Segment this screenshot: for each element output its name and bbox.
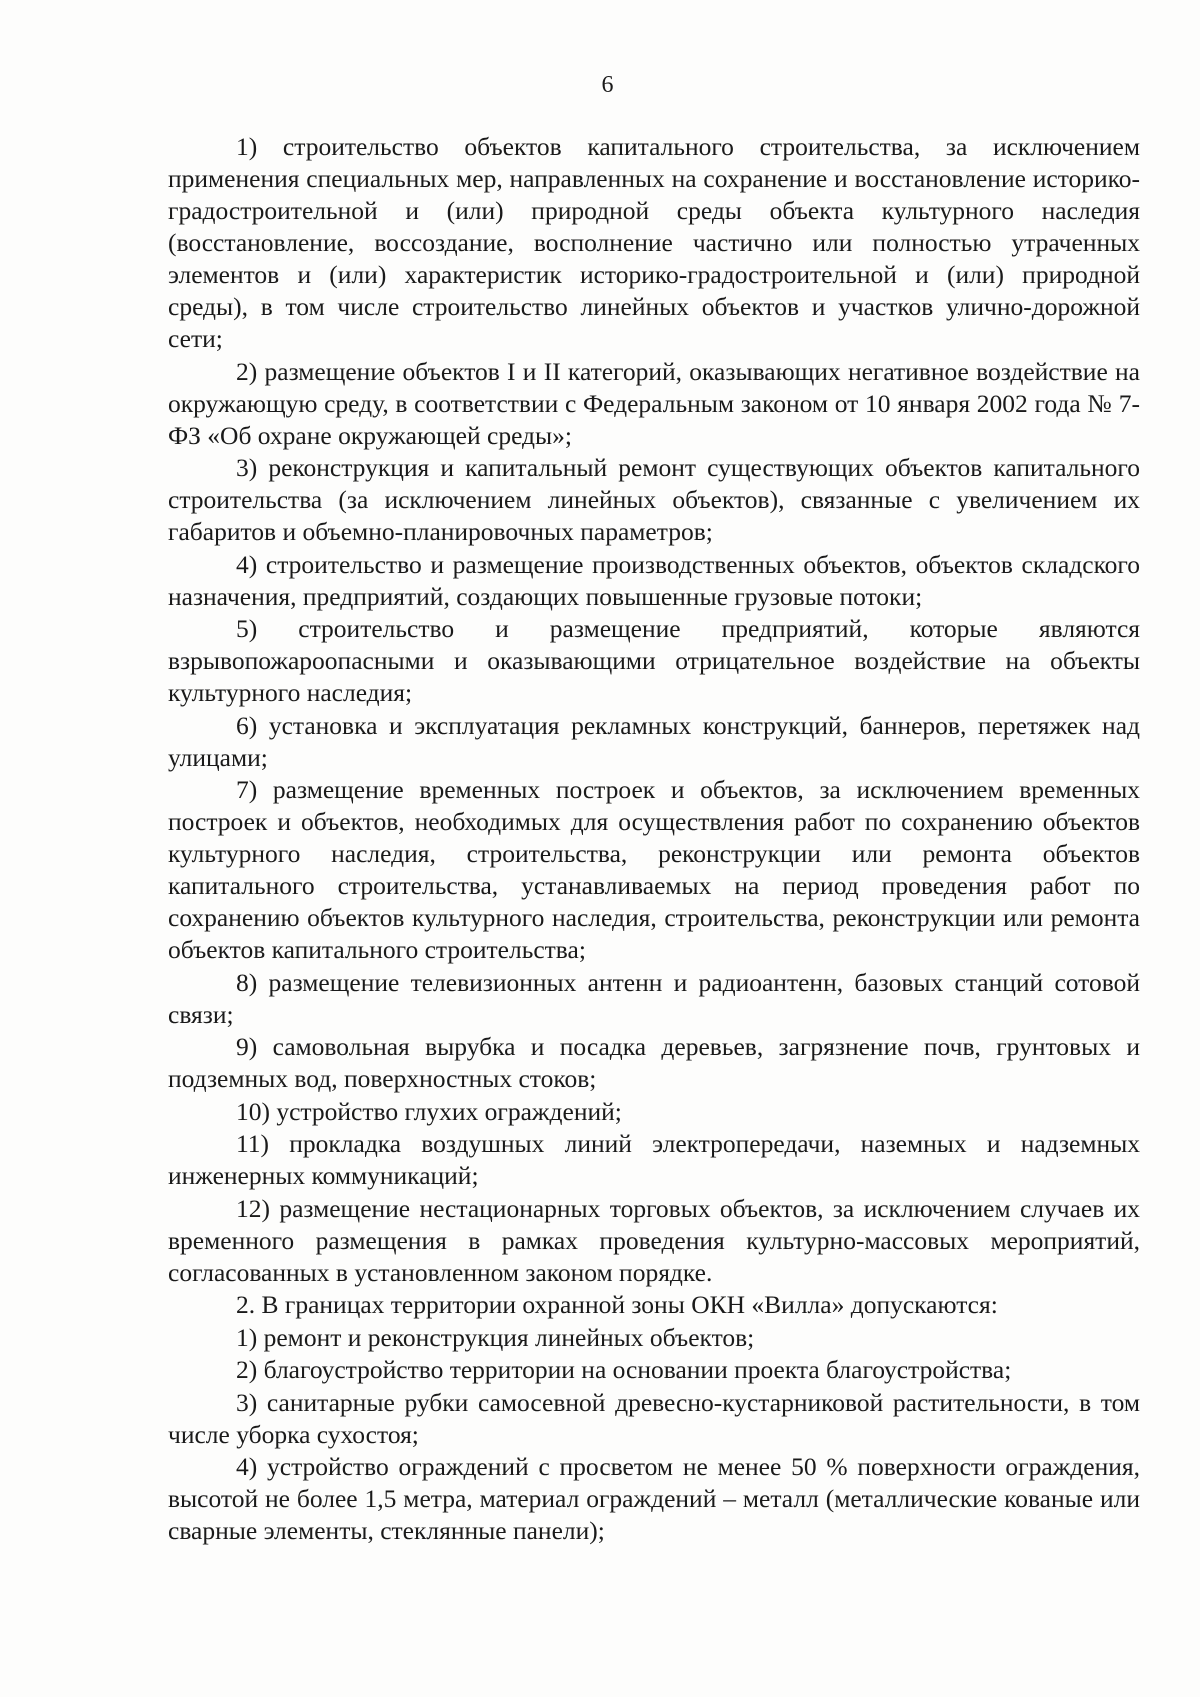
list-item: 3) реконструкция и капитальный ремонт существующих объектов капитального строительства (за исключением линейных объектов), связанные с увеличением их габаритов и объемно-планировочных параметров; [168, 453, 1140, 546]
document-body [168, 131, 1140, 1548]
list-item: 4) строительство и размещение производственных объектов, объектов складского назначения, предприятий, создающих повышенные грузовые потоки; [168, 549, 1140, 611]
list-item: 3) санитарные рубки самосевной древесно-кустарниковой растительности, в том числе уборка сухостоя; [168, 1387, 1140, 1449]
list-item: 12) размещение нестационарных торговых объектов, за исключением случаев их временного размещения в рамках проведения культурно-массовых мероприятий, согласованных в установленном законом порядке. [168, 1193, 1140, 1287]
section-heading-paragraph: 2. В границах территории охранной зоны ОКН «Вилла» допускаются: [236, 1290, 998, 1319]
list-item: 6) установка и эксплуатация рекламных конструкций, баннеров, перетяжек над улицами; [168, 710, 1140, 772]
list-item: 1) ремонт и реконструкция линейных объектов; [236, 1322, 755, 1352]
list-item: 11) прокладка воздушных линий электропередачи, наземных и надземных инженерных коммуникаций; [168, 1129, 1140, 1190]
page-number: 6 [601, 72, 614, 98]
list-item: 5) строительство и размещение предприятий, которые являются взрывопожароопасными и оказывающими отрицательное воздействие на объекты культурного наследия; [168, 614, 1140, 707]
list-item: 2) благоустройство территории на основании проекта благоустройства; [236, 1355, 1012, 1384]
list-item: 9) самовольная вырубка и посадка деревьев, загрязнение почв, грунтовых и подземных вод, поверхностных стоков; [168, 1032, 1140, 1093]
list-item: 10) устройство глухих ограждений; [236, 1096, 622, 1126]
list-item: 7) размещение временных построек и объектов, за исключением временных построек и объектов, необходимых для осуществления работ по сохранению объектов культурного наследия, строительства, реконструкции или ремонта объектов капитального строительства, устанавливаемых на период проведения работ по сохранению объектов культурного наследия, строительства, реконструкции или ремонта объектов капитального строительства; [168, 775, 1140, 964]
list-item: 2) размещение объектов I и II категорий, оказывающих негативное воздействие на окружающую среду, в соответствии с Федеральным законом от 10 января 2002 года № 7-ФЗ «Об охране окружающей среды»; [168, 356, 1140, 450]
list-item: 4) устройство ограждений с просветом не менее 50 % поверхности ограждения, высотой не более 1,5 метра, материал ограждений – металл (металлические кованые или сварные элементы, стеклянные панели); [168, 1452, 1140, 1545]
list-item: 1) строительство объектов капитального строительства, за исключением применения специальных мер, направленных на сохранение и восстановление историко-градостроительной и (или) природной среды объекта культурного наследия (восстановление, воссоздание, восполнение частично или полностью утраченных элементов и (или) характеристик историко-градостроительной и (или) природной среды), в том числе строительство линейных объектов и участков улично-дорожной сети; [168, 132, 1140, 353]
list-item: 8) размещение телевизионных антенн и радиоантенн, базовых станций сотовой связи; [168, 967, 1140, 1029]
